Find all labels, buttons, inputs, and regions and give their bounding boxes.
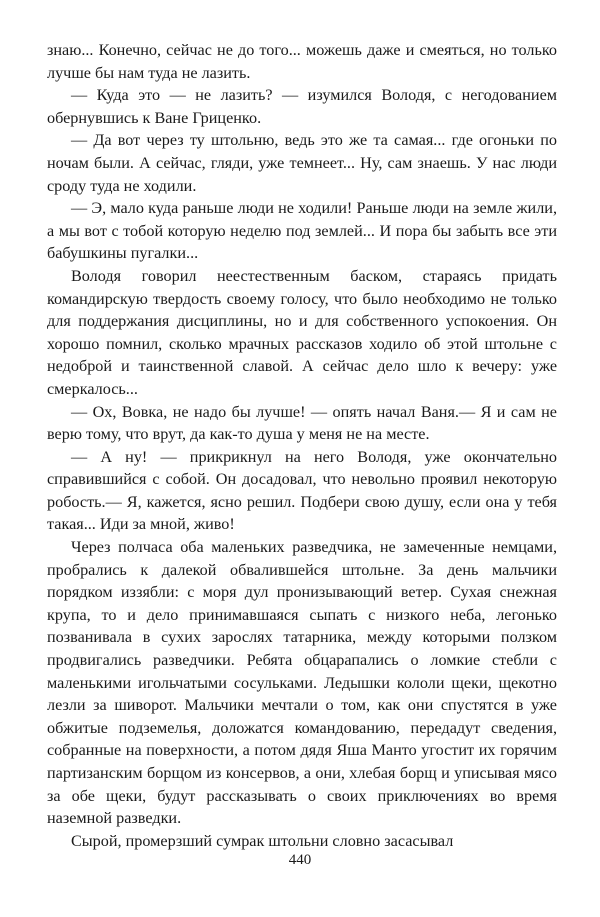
paragraph-dialogue-5: — А ну! — прикрикнул на него Володя, уже окончательно справившийся с собой. Он досадовал, что невольно проявил некоторую робость.— Я, кажется, ясно решил. Подбери свою душу, если она у тебя такая... Иди за мной, живо! <box>47 447 557 534</box>
paragraph-dialogue-4: — Ох, Вовка, не надо бы лучше! — опять начал Ваня.— Я и сам не верю тому, что врут, да как-то душа у меня не на месте. <box>47 402 557 444</box>
paragraph-narration-2: Через полчаса оба маленьких разведчика, не замеченные немцами, пробрались к далекой обвалившейся штольне. За день мальчики порядком иззябли: с моря дул пронизывающий ветер. Сухая снежная крупа, то и дело принимавшаяся сыпать с низкого неба, легонько позванивала в сухих зарослях татарника, между которыми ползком продвигались разведчики. Ребята обцарапались о ломкие стебли с маленькими игольчатыми сосульками. Ледышки кололи щеки, щекотно лезли за шиворот. Мальчики мечтали о том, как они спустятся в уже обжитые подземелья, доложатся командованию, передадут сведения, собранные на поверхности, а потом дядя Яша Манто угостит их горячим партизанским борщом из консервов, а они, хлебая борщ и уписывая мясо за обе щеки, будут рассказывать о своих приключениях во время наземной разведки. <box>47 538 557 828</box>
paragraph-narration-3: Сырой, промерзший сумрак штольни словно засасывал <box>71 831 454 850</box>
paragraph-dialogue-3: — Э, мало куда раньше люди не ходили! Раньше люди на земле жили, а мы вот с тобой которую неделю под землей... И пора бы забыть все эти бабушкины пугалки... <box>47 199 557 263</box>
body-text <box>47 39 557 852</box>
paragraph-narration-1: Володя говорил неестественным баском, стараясь придать командирскую твердость своему голосу, что было необходимо не только для поддержания дисциплины, но и для собственного успокоения. Он хорошо помнил, сколько мрачных рассказов ходило об этой штольне с недоброй и таинственной славой. А сейчас дело шло к вечеру: уже смеркалось... <box>47 266 557 398</box>
paragraph-continuation: знаю... Конечно, сейчас не до того... можешь даже и смеяться, но только лучше бы нам туда не лазить. <box>47 41 557 82</box>
paragraph-dialogue-1: — Куда это — не лазить? — изумился Володя, с негодованием обернувшись к Ване Гриценко. <box>47 86 557 127</box>
page-number: 440 <box>288 852 312 868</box>
paragraph-dialogue-2: — Да вот через ту штольню, ведь это же та самая... где огоньки по ночам были. А сейчас, гляди, уже темнеет... Ну, сам знаешь. У нас люди сроду туда не ходили. <box>47 131 557 195</box>
